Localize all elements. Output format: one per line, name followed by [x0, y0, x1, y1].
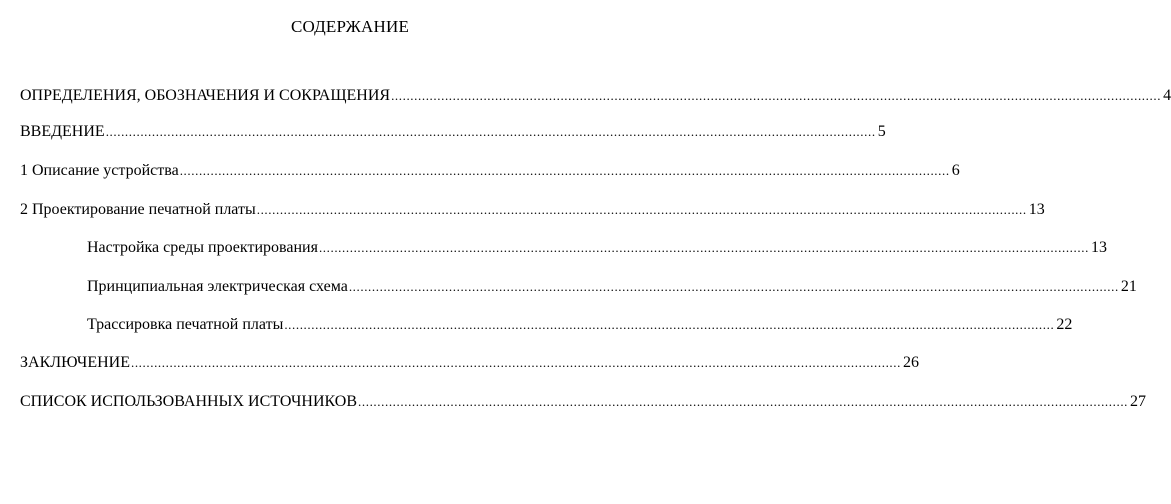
- toc-dot-leader: ........................................................................................................................................................................................................: [105, 124, 876, 139]
- toc-entry-text: 1 Описание устройства: [20, 162, 179, 179]
- toc-entry-references[interactable]: [20, 392, 1147, 412]
- toc-entry-definitions[interactable]: [20, 86, 1171, 106]
- toc-entry-text: ВВЕДЕНИЕ: [20, 123, 105, 140]
- toc-page-number: 13: [1028, 201, 1045, 218]
- toc-page-number: 26: [902, 354, 919, 371]
- toc-dot-leader: ........................................................................................................................................................................................................: [318, 240, 1089, 255]
- toc-dot-leader: ........................................................................................................................................................................................................: [358, 394, 1129, 409]
- toc-entry-text: Трассировка печатной платы: [87, 316, 284, 333]
- toc-entry-introduction[interactable]: [20, 122, 886, 142]
- toc-dot-leader: ........................................................................................................................................................................................................: [256, 202, 1027, 217]
- toc-entry-environment-setup[interactable]: [87, 238, 1107, 258]
- toc-entry-text: Настройка среды проектирования: [87, 239, 318, 256]
- toc-entry-schematic[interactable]: [87, 277, 1137, 297]
- toc-page-number: 21: [1120, 278, 1137, 295]
- toc-page-number: 13: [1090, 239, 1107, 256]
- toc-page-number: 22: [1056, 316, 1073, 333]
- toc-entry-text: ОПРЕДЕЛЕНИЯ, ОБОЗНАЧЕНИЯ И СОКРАЩЕНИЯ: [20, 87, 391, 104]
- toc-page-number: 27: [1130, 393, 1147, 410]
- toc-entry-conclusion[interactable]: [20, 353, 919, 373]
- toc-entry-routing[interactable]: [87, 315, 1073, 335]
- toc-dot-leader: ........................................................................................................................................................................................................: [130, 355, 901, 370]
- toc-dot-leader: ........................................................................................................................................................................................................: [348, 279, 1119, 294]
- toc-entry-pcb-design[interactable]: [20, 200, 1045, 220]
- toc-entry-text: ЗАКЛЮЧЕНИЕ: [20, 354, 130, 371]
- toc-entry-text: Принципиальная электрическая схема: [87, 278, 348, 295]
- toc-dot-leader: ........................................................................................................................................................................................................: [179, 163, 950, 178]
- toc-page-number: 5: [877, 123, 886, 140]
- toc-title: СОДЕРЖАНИЕ: [290, 17, 410, 36]
- toc-entry-device-description[interactable]: [20, 161, 960, 181]
- toc-page-number: 6: [951, 162, 960, 179]
- toc-page-number: 4: [1163, 87, 1171, 104]
- toc-entry-text: СПИСОК ИСПОЛЬЗОВАННЫХ ИСТОЧНИКОВ: [20, 393, 358, 410]
- toc-dot-leader: ........................................................................................................................................................................................................: [391, 88, 1162, 103]
- toc-entry-text: 2 Проектирование печатной платы: [20, 201, 256, 218]
- toc-dot-leader: ........................................................................................................................................................................................................: [284, 317, 1055, 332]
